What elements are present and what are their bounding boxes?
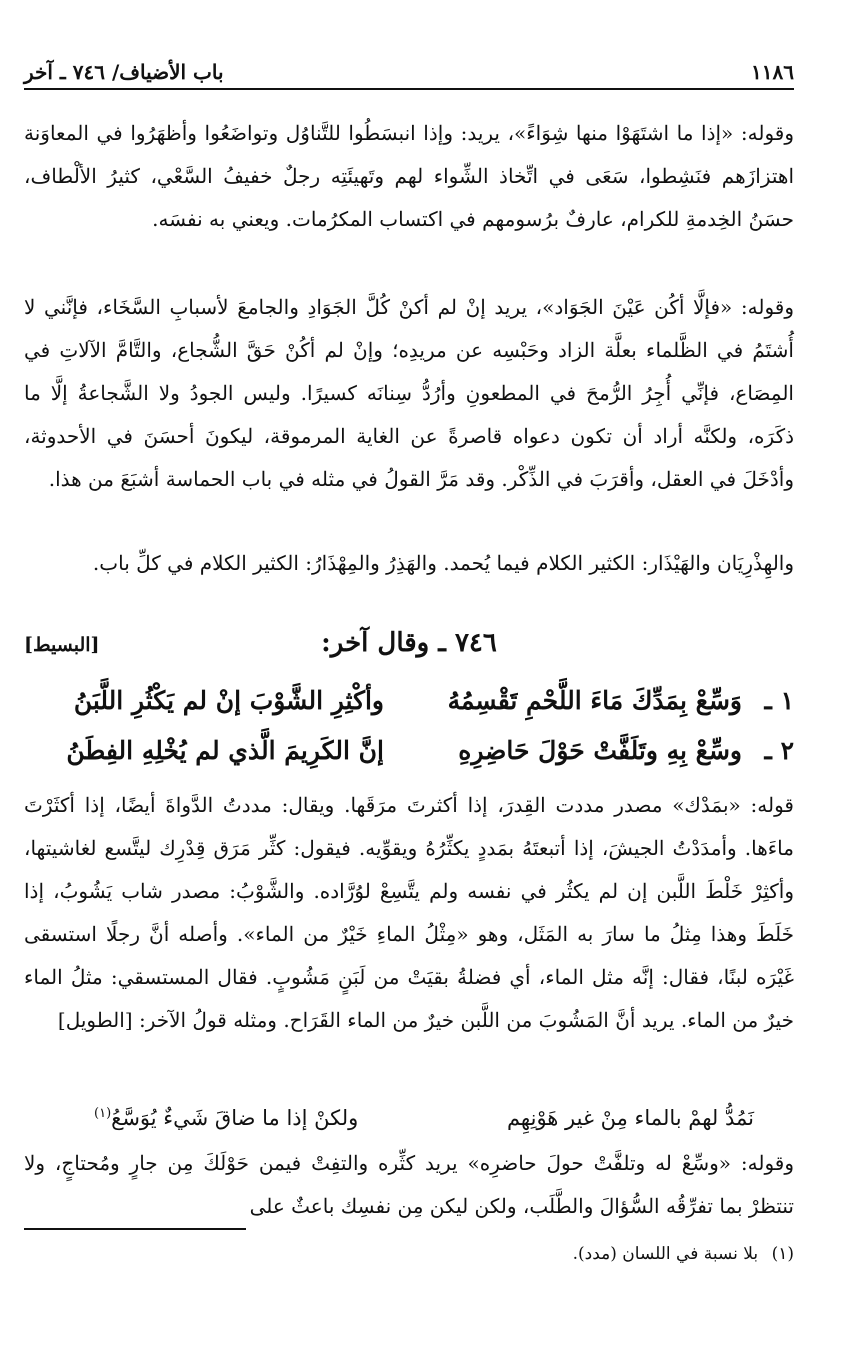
running-head: باب الأضياف/ ٧٤٦ ـ آخر (24, 60, 224, 84)
page-header (24, 52, 794, 90)
quoted-verse (24, 1098, 794, 1142)
footnote-reference: (١) (94, 1106, 112, 1121)
verse-line (24, 680, 794, 728)
verse-second-hemistich: وأكْثِرِ الشَّوْبَ إنْ لم يَكْثُرِ اللَّبَنُ (73, 686, 384, 715)
poem-heading (24, 628, 794, 668)
book-page (24, 0, 794, 1360)
paragraph-commentary-4: وقوله: «وسِّعْ له وتلفَّتْ حولَ حاضرِه» يريد كثِّره والتفِتْ فيمن حَوْلَكَ مِن جارٍ ومُحتاجٍ، ولا تنتظرْ بما تفرِّقُه السُّؤالَ والطَّلَب، ولكن ليكن مِن نفسِك باعثٌ على (24, 1151, 794, 1218)
paragraph-commentary-3: والهِذْرِيَان والهَيْذَار: الكثير الكلام فيما يُحمد. والهَذِرُ والمِهْذَارُ: الكثير الكلام في كلِّ باب. (92, 551, 794, 575)
page-number: ١١٨٦ (751, 60, 794, 84)
paragraph-commentary-2: وقوله: «فإلَّا أكُن عَيْنَ الجَوَاد»، يريد إنْ لم أكنْ كُلَّ الجَوَادِ والجامعَ لأسبابِ السَّخَاء، فإنَّني لا أُشتَمُ في الظَّلماء بعلَّة الزاد وحَبْسِه عن مريدِه؛ وإنْ لم أكُنْ حَقَّ الشُّجاع، والتَّامَّ الآلاتِ في المِصَاع، فإنِّي أُجِرُ الرُّمحَ في المطعونِ وأرُدُّ سِنانَه كسيرًا. وليس الجودُ ولا الشَّجاعةُ إلَّا ما ذكَرَه، ولكنَّه أراد أن تكون دعواه قاصرةً عن الغاية المرموقة، ليكونَ أحسَنَ في الأحدوثة، وأدْخَلَ في العقل، وأقرَبَ في الذِّكْر. وقد مَرَّ القولُ في مثله في باب الحماسة أشبَعَ من هذا. (24, 295, 795, 491)
poem-meter: [البسيط] (24, 634, 100, 656)
footnote-text: بلا نسبة في اللسان (مدد). (572, 1244, 759, 1264)
verse-first-hemistich: وسِّعْ بِهِ وتَلَفَّتْ حَوْلَ حَاضِرِهِ (458, 736, 742, 765)
footnote-mark: (١) (771, 1244, 794, 1264)
footnote-divider (24, 1228, 246, 1230)
verse-line (24, 730, 794, 778)
paragraph-commentary-1: وقوله: «إذا ما اشتَهَوْا منها شِوَاءً»، يريد: وإذا انبسَطُوا للتَّناوُل وتواضَعُوا وأظهَرُوا في المعاوَنة اهتزازَهم فنَشِطوا، سَعَى في اتِّخاذ الشِّواء لهم وتَهيئَتِه رجلٌ خفيفُ السَّعْي، كثيرُ الألْطاف، حسَنُ الخِدمةِ للكرام، عارفٌ برُسومهم في اكتساب المكرُمات. ويعني به نفسَه. (24, 121, 794, 231)
quoted-second-hemistich (94, 1106, 358, 1130)
footnote (573, 1244, 794, 1264)
poem-title: ٧٤٦ ـ وقال آخر: (321, 628, 497, 658)
verse-first-hemistich: وَسِّعْ بِمَدِّكَ مَاءَ اللَّحْمِ تَقْسِمُهُ (447, 686, 742, 715)
quoted-first-hemistich: نَمُدُّ لهمْ بالماء مِنْ غير هَوْنِهِم (506, 1106, 754, 1130)
paragraph-verse-commentary: قوله: «بمَدْك» مصدر مددت القِدرَ، إذا أكثرتَ مرَقَها. ويقال: مددتُ الدَّواةَ أيضًا، إذا أكثَرْتَ ماءَها. وأمدَدْتُ الجيشَ، إذا أتبعتَهُ بمَددٍ يكثِّرُهُ ويقوِّيه. فيقول: كثِّر مَرَق قِدْرِك ليتَّسع لغاشيتها، وأكثِرْ خَلْطَ اللَّبن إن لم يكثُر في نفسه ولم يتَّسِعْ لوُرَّاده. والشَّوْبُ: مصدر شاب يَشُوبُ، إذا خَلَطَ وهذا مِثلُ ما سارَ به المَثَل، وهو «مِثْلُ الماءِ خَيْرٌ من الماء». وأصله أنَّ رجلًا استسقى غَيْرَه لبنًا، فقال: إنَّه مثل الماء، أي فضلةُ بقيَتْ من لَبَنٍ مَشُوبٍ. فقال المستسقي: مثلُ الماء خيرٌ من الماء. يريد أنَّ المَشُوبَ من اللَّبن خيرٌ من الماء القَرَاح. ومثله قولُ الآخر: [الطويل] (24, 793, 794, 1032)
verse-second-hemistich: إنَّ الكَرِيمَ الَّذي لم يُخْلِهِ الفِطَنُ (66, 736, 384, 765)
quoted-second-text: ولكنْ إذا ما ضاقَ شَيءٌ يُوَسَّعُ (111, 1106, 359, 1130)
verse-number: ٢ ـ (764, 736, 794, 765)
verse-number: ١ ـ (764, 686, 794, 715)
